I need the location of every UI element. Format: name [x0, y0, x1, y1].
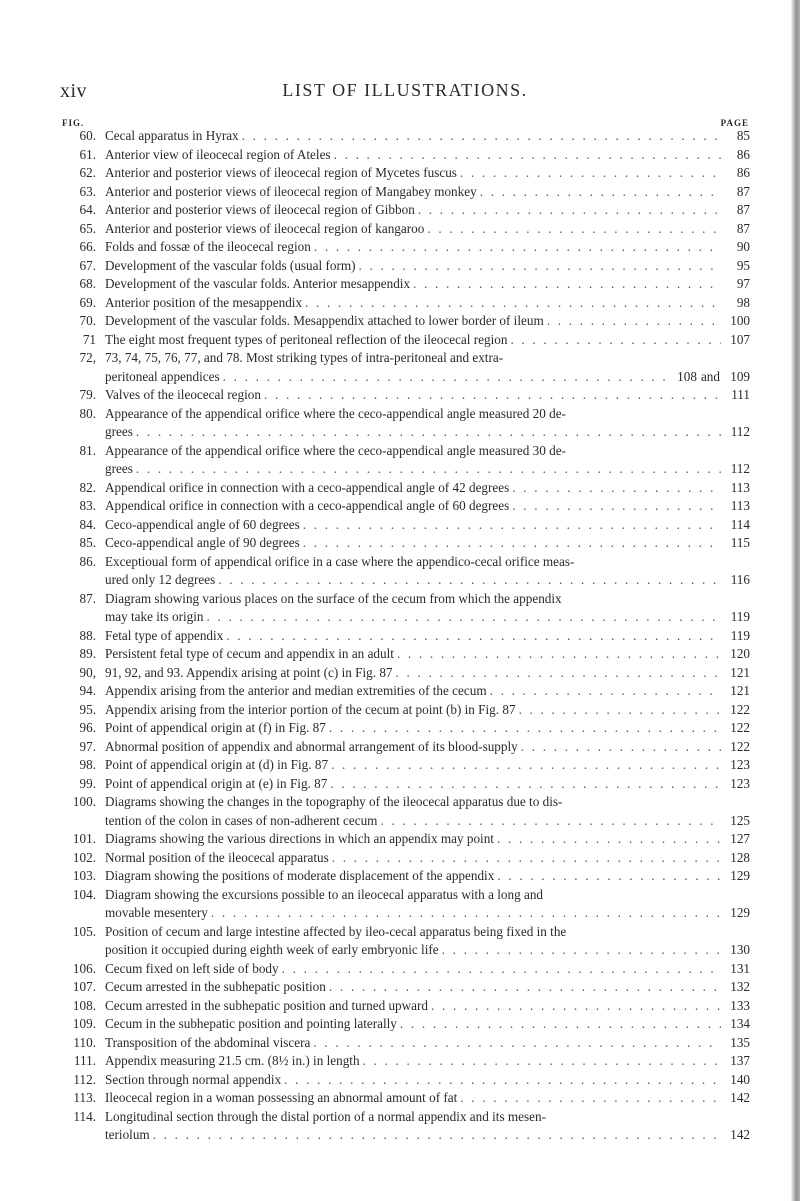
list-item [58, 867, 750, 886]
caption-text: ured only 12 degrees [105, 572, 216, 587]
figure-number: 111. [73, 1053, 96, 1068]
caption-text: 91, 92, and 93. Appendix arising at point (c) in Fig. 87 [105, 664, 393, 680]
dot-leader [218, 571, 721, 590]
dot-leader [480, 183, 721, 202]
list-item [58, 386, 750, 405]
caption-first-line: Longitudinal section through the distal portion of a normal appendix and its mesen- [105, 1108, 546, 1124]
page-reference: 111 [731, 387, 750, 402]
figure-number: 109. [72, 1016, 96, 1031]
figure-number: 69. [79, 294, 96, 310]
dot-leader [305, 294, 721, 313]
page-reference: 112 [730, 424, 750, 439]
caption-text: Development of the vascular folds. Anterior mesappendix [105, 276, 411, 291]
caption-line [105, 756, 750, 775]
list-item [58, 201, 750, 220]
caption-text: Cecum in the subhepatic position and pointing laterally [105, 1016, 397, 1031]
caption-text: Ceco-appendical angle of 90 degrees [105, 535, 300, 550]
caption-text: Persistent fetal type of cecum and appendix in an adult [105, 646, 394, 661]
figure-number: 68. [79, 276, 96, 291]
dot-leader [363, 1052, 721, 1071]
page-reference: 123 [730, 757, 750, 772]
caption-line [105, 201, 750, 220]
page-reference-second: 109 [730, 368, 750, 384]
list-item [58, 257, 750, 276]
list-item [58, 183, 750, 202]
figure-number: 72, [79, 350, 96, 365]
list-item [58, 534, 750, 553]
page-reference: 119 [730, 627, 750, 643]
caption-line [105, 1015, 750, 1034]
figure-number: 99. [79, 775, 96, 791]
caption-text: Appendical orifice in connection with a ceco-appendical angle of 42 degrees [105, 479, 510, 495]
figure-number: 103. [72, 868, 96, 883]
list-item [58, 701, 750, 720]
figure-number: 79. [79, 387, 96, 402]
figure-number: 60. [79, 128, 96, 143]
list-item [58, 497, 750, 516]
page-reference: 121 [730, 683, 750, 698]
caption-line [105, 1089, 750, 1108]
page-number: xiv [60, 80, 88, 102]
page-reference: 129 [730, 868, 750, 883]
caption-line [105, 978, 750, 997]
page-edge-shadow [791, 0, 800, 1201]
list-item [58, 405, 750, 442]
page-reference: 121 [730, 664, 750, 680]
list-item [58, 590, 750, 627]
page-reference: 114 [730, 516, 750, 532]
caption-text: Development of the vascular folds (usual form) [105, 257, 356, 273]
page-reference: 132 [730, 979, 750, 994]
caption-line [105, 386, 750, 405]
figure-number: 106. [72, 960, 96, 976]
list-item [58, 1052, 750, 1071]
dot-leader [330, 775, 721, 794]
list-item [58, 294, 750, 313]
dot-leader [313, 1034, 721, 1053]
dot-leader [242, 127, 721, 146]
page-header [60, 80, 750, 104]
figure-number: 71 [82, 331, 96, 347]
dot-leader [334, 146, 721, 165]
figure-number: 100. [72, 794, 96, 809]
caption-line [105, 127, 750, 146]
list-item [58, 553, 750, 590]
figure-number: 95. [79, 701, 96, 717]
caption-text: Cecum arrested in the subhepatic position [105, 979, 326, 994]
figure-number: 82. [79, 479, 96, 495]
figure-number: 108. [72, 997, 96, 1013]
caption-line [105, 331, 750, 350]
list-item [58, 1089, 750, 1108]
caption-line [105, 682, 750, 701]
list-item [58, 275, 750, 294]
dot-leader [226, 627, 721, 646]
dot-leader [284, 1071, 721, 1090]
page-reference: 120 [730, 646, 750, 661]
page-reference: 108 [677, 368, 697, 384]
list-item [58, 960, 750, 979]
page-reference: 122 [730, 720, 750, 735]
list-item [58, 719, 750, 738]
caption-line [105, 812, 750, 831]
figure-number: 70. [79, 313, 96, 328]
figure-number: 65. [79, 220, 96, 236]
page-column-heading: PAGE [720, 118, 749, 128]
caption-text: Transposition of the abdominal viscera [105, 1034, 311, 1050]
list-item [58, 220, 750, 239]
dot-leader [359, 257, 722, 276]
page-reference: 113 [730, 479, 750, 495]
caption-text: Point of appendical origin at (e) in Fig. 87 [105, 775, 328, 791]
figure-number: 86. [79, 553, 96, 569]
caption-text: Appendix measuring 21.5 cm. (8½ in.) in length [105, 1053, 360, 1068]
dot-leader [331, 756, 721, 775]
list-item [58, 1108, 750, 1145]
figure-number: 87. [79, 590, 96, 606]
list-item [58, 442, 750, 479]
caption-text: Point of appendical origin at (d) in Fig. 87 [105, 757, 329, 772]
page-reference: 107 [730, 331, 750, 347]
figure-number: 112. [73, 1071, 96, 1087]
caption-line [105, 608, 750, 627]
figure-number: 104. [72, 886, 96, 902]
list-item [58, 886, 750, 923]
caption-line [105, 183, 750, 202]
figure-number: 97. [79, 738, 96, 754]
page-reference: 87 [736, 183, 750, 199]
dot-leader [136, 460, 721, 479]
caption-line [105, 719, 750, 738]
page-reference: 133 [730, 997, 750, 1013]
figure-number: 90, [79, 664, 96, 680]
dot-leader [510, 331, 721, 350]
dot-leader [431, 997, 721, 1016]
caption-text: teriolum [105, 1127, 150, 1142]
figure-number: 61. [79, 146, 96, 162]
list-item [58, 349, 750, 386]
caption-text: movable mesentery [105, 905, 208, 920]
page-reference: 113 [730, 498, 750, 513]
dot-leader [497, 830, 721, 849]
figure-number: 67. [79, 257, 96, 273]
caption-line [105, 738, 750, 757]
dot-leader [512, 497, 721, 516]
caption-line [105, 1071, 750, 1090]
dot-leader [521, 738, 721, 757]
dot-leader [329, 978, 721, 997]
caption-first-line: Exceptioual form of appendical orifice in a case where the appendico-cecal orifice meas- [105, 553, 575, 569]
caption-text: Folds and fossæ of the ileocecal region [105, 239, 311, 254]
dot-leader [418, 201, 721, 220]
dot-leader [497, 867, 721, 886]
page-joiner: and [700, 368, 720, 384]
list-item [58, 775, 750, 794]
dot-leader [332, 849, 721, 868]
caption-line [105, 312, 750, 331]
caption-text: Cecum fixed on left side of body [105, 960, 279, 976]
caption-line [105, 627, 750, 646]
caption-line [105, 275, 750, 294]
list-item [58, 645, 750, 664]
caption-text: Valves of the ileocecal region [105, 387, 261, 402]
caption-text: Anterior and posterior views of ileocecal region of Gibbon [105, 202, 415, 217]
dot-leader [380, 812, 721, 831]
page-reference: 116 [730, 572, 750, 587]
figure-number: 63. [79, 183, 96, 199]
list-item [58, 1015, 750, 1034]
figure-number: 94. [79, 683, 96, 698]
figure-number: 110. [73, 1034, 96, 1050]
list-item [58, 756, 750, 775]
dot-leader [547, 312, 721, 331]
dot-leader [211, 904, 721, 923]
dot-leader [264, 386, 721, 405]
caption-text: grees [105, 461, 133, 476]
caption-line [105, 516, 750, 535]
caption-first-line: Appearance of the appendical orifice where the ceco-appendical angle measured 20 de- [105, 405, 566, 421]
dot-leader [396, 664, 721, 683]
dot-leader [282, 960, 721, 979]
caption-text: grees [105, 424, 133, 439]
dot-leader [442, 941, 721, 960]
caption-line [105, 867, 750, 886]
page-reference: 100 [730, 313, 750, 328]
figure-number: 101. [72, 831, 96, 846]
page-reference: 127 [730, 831, 750, 846]
list-item [58, 479, 750, 498]
figure-number: 80. [79, 405, 96, 421]
caption-line [105, 960, 750, 979]
list-item [58, 978, 750, 997]
list-item [58, 682, 750, 701]
caption-first-line: Diagram showing various places on the surface of the cecum from which the appendix [105, 590, 562, 606]
dot-leader [490, 682, 721, 701]
figure-number: 113. [73, 1090, 96, 1105]
list-item [58, 738, 750, 757]
list-item [58, 238, 750, 257]
page-reference: 131 [730, 960, 750, 976]
figure-number: 81. [79, 442, 96, 458]
list-item [58, 627, 750, 646]
page-reference: 123 [730, 775, 750, 791]
dot-leader [427, 220, 721, 239]
caption-text: peritoneal appendices [105, 368, 220, 384]
page-reference: 142 [730, 1090, 750, 1105]
caption-line [105, 257, 750, 276]
figure-number: 84. [79, 516, 96, 532]
page-reference: 87 [736, 220, 750, 236]
dot-leader [136, 423, 721, 442]
caption-line [105, 664, 750, 683]
figure-number: 66. [79, 239, 96, 254]
caption-text: Development of the vascular folds. Mesappendix attached to lower border of ileum [105, 313, 544, 328]
list-item [58, 830, 750, 849]
caption-line [105, 701, 750, 720]
page-reference: 129 [730, 905, 750, 920]
page-reference: 137 [730, 1053, 750, 1068]
caption-line [105, 460, 750, 479]
caption-first-line: Position of cecum and large intestine affected by ileo-cecal apparatus being fixed in the [105, 923, 567, 939]
caption-text: tention of the colon in cases of non-adherent cecum [105, 812, 378, 828]
page-reference: 87 [736, 202, 750, 217]
caption-text: Anterior and posterior views of ileocecal region of Mangabey monkey [105, 183, 477, 199]
dot-leader [519, 701, 721, 720]
figure-number: 107. [72, 979, 96, 994]
figure-number: 83. [79, 498, 96, 513]
list-item [58, 516, 750, 535]
caption-first-line: Diagram showing the excursions possible to an ileocecal apparatus with a long and [105, 886, 544, 902]
caption-text: Appendix arising from the anterior and median extremities of the cecum [105, 683, 487, 698]
dot-leader [413, 275, 721, 294]
caption-text: Appendical orifice in connection with a ceco-appendical angle of 60 degrees [105, 498, 510, 513]
caption-text: Abnormal position of appendix and abnormal arrangement of its blood-supply [105, 738, 518, 754]
dot-leader [397, 645, 721, 664]
figure-number: 64. [79, 202, 96, 217]
caption-line [105, 571, 750, 590]
dot-leader [153, 1126, 721, 1145]
caption-line [105, 1126, 750, 1145]
caption-text: Diagram showing the positions of moderate displacement of the appendix [105, 868, 495, 883]
figure-number: 89. [79, 646, 96, 661]
fig-column-heading: FIG. [62, 118, 85, 128]
dot-leader [329, 719, 721, 738]
caption-text: Cecum arrested in the subhepatic position and turned upward [105, 997, 429, 1013]
list-item [58, 664, 750, 683]
caption-first-line: 73, 74, 75, 76, 77, and 78. Most striking types of intra-peritoneal and extra- [105, 350, 504, 365]
figure-number: 102. [72, 849, 96, 865]
page-reference: 125 [730, 812, 750, 828]
illustration-list [58, 127, 750, 1145]
figure-number: 96. [79, 720, 96, 735]
list-item [58, 849, 750, 868]
caption-text: Diagrams showing the various directions in which an appendix may point [105, 831, 494, 846]
list-item [58, 312, 750, 331]
caption-line [105, 164, 750, 183]
caption-first-line: Diagrams showing the changes in the topography of the ileocecal apparatus due to dis- [105, 794, 563, 809]
caption-line [105, 904, 750, 923]
page-reference: 122 [730, 738, 750, 754]
page-reference: 90 [736, 239, 750, 254]
page-reference: 134 [730, 1016, 750, 1031]
caption-text: Point of appendical origin at (f) in Fig. 87 [105, 720, 326, 735]
dot-leader [512, 479, 721, 498]
page-reference: 122 [730, 701, 750, 717]
figure-number: 105. [72, 923, 96, 939]
dot-leader [460, 1089, 721, 1108]
caption-line [105, 1052, 750, 1071]
dot-leader [303, 534, 721, 553]
caption-line [105, 238, 750, 257]
caption-text: Anterior and posterior views of ileocecal region of kangaroo [105, 220, 425, 236]
caption-text: Normal position of the ileocecal apparatus [105, 849, 329, 865]
page-reference: 142 [730, 1127, 750, 1142]
page-reference: 128 [730, 849, 750, 865]
caption-line [105, 294, 750, 313]
figure-number: 62. [79, 165, 96, 180]
list-item [58, 1034, 750, 1053]
page-reference: 86 [736, 165, 750, 180]
caption-line [105, 534, 750, 553]
caption-line [105, 997, 750, 1016]
page-reference: 98 [736, 294, 750, 310]
page-reference: 85 [736, 128, 750, 143]
figure-number: 88. [79, 627, 96, 643]
list-item [58, 127, 750, 146]
caption-text: Ceco-appendical angle of 60 degrees [105, 516, 300, 532]
caption-text: may take its origin [105, 609, 204, 624]
caption-line [105, 775, 750, 794]
caption-line [105, 645, 750, 664]
page-reference: 112 [730, 461, 750, 476]
caption-line [105, 368, 750, 387]
dot-leader [207, 608, 721, 627]
caption-text: Cecal apparatus in Hyrax [105, 128, 239, 143]
running-title: LIST OF ILLUSTRATIONS. [282, 80, 528, 100]
caption-line [105, 423, 750, 442]
caption-line [105, 849, 750, 868]
page-reference: 115 [730, 535, 750, 550]
caption-text: Section through normal appendix [105, 1071, 282, 1087]
caption-text: Ileocecal region in a woman possessing an abnormal amount of fat [105, 1090, 458, 1105]
page-reference: 95 [736, 257, 750, 273]
figure-number: 85. [79, 535, 96, 550]
caption-line [105, 830, 750, 849]
figure-number: 114. [73, 1108, 96, 1124]
dot-leader [460, 164, 721, 183]
dot-leader [303, 516, 721, 535]
list-item [58, 164, 750, 183]
page-reference: 97 [736, 276, 750, 291]
page-reference: 130 [730, 942, 750, 957]
list-item [58, 331, 750, 350]
caption-line [105, 479, 750, 498]
caption-line [105, 941, 750, 960]
page-reference: 140 [730, 1071, 750, 1087]
dot-leader [223, 368, 668, 387]
caption-line [105, 146, 750, 165]
page-reference: 119 [730, 609, 750, 624]
caption-text: Anterior and posterior views of ileocecal region of Mycetes fuscus [105, 165, 457, 180]
dot-leader [314, 238, 721, 257]
list-item [58, 997, 750, 1016]
caption-text: Anterior position of the mesappendix [105, 294, 303, 310]
list-item [58, 1071, 750, 1090]
caption-line [105, 1034, 750, 1053]
caption-text: Anterior view of ileocecal region of Ateles [105, 146, 331, 162]
caption-text: Fetal type of appendix [105, 627, 224, 643]
caption-text: position it occupied during eighth week of early embryonic life [105, 942, 439, 957]
caption-line [105, 497, 750, 516]
list-item [58, 793, 750, 830]
caption-first-line: Appearance of the appendical orifice where the ceco-appendical angle measured 30 de- [105, 442, 566, 458]
dot-leader [400, 1015, 721, 1034]
page-reference: 86 [736, 146, 750, 162]
caption-text: Appendix arising from the interior portion of the cecum at point (b) in Fig. 87 [105, 701, 516, 717]
figure-number: 98. [79, 757, 96, 772]
page-reference: 135 [730, 1034, 750, 1050]
caption-line [105, 220, 750, 239]
caption-text: The eight most frequent types of peritoneal reflection of the ileocecal region [105, 331, 508, 347]
list-item [58, 146, 750, 165]
list-item [58, 923, 750, 960]
